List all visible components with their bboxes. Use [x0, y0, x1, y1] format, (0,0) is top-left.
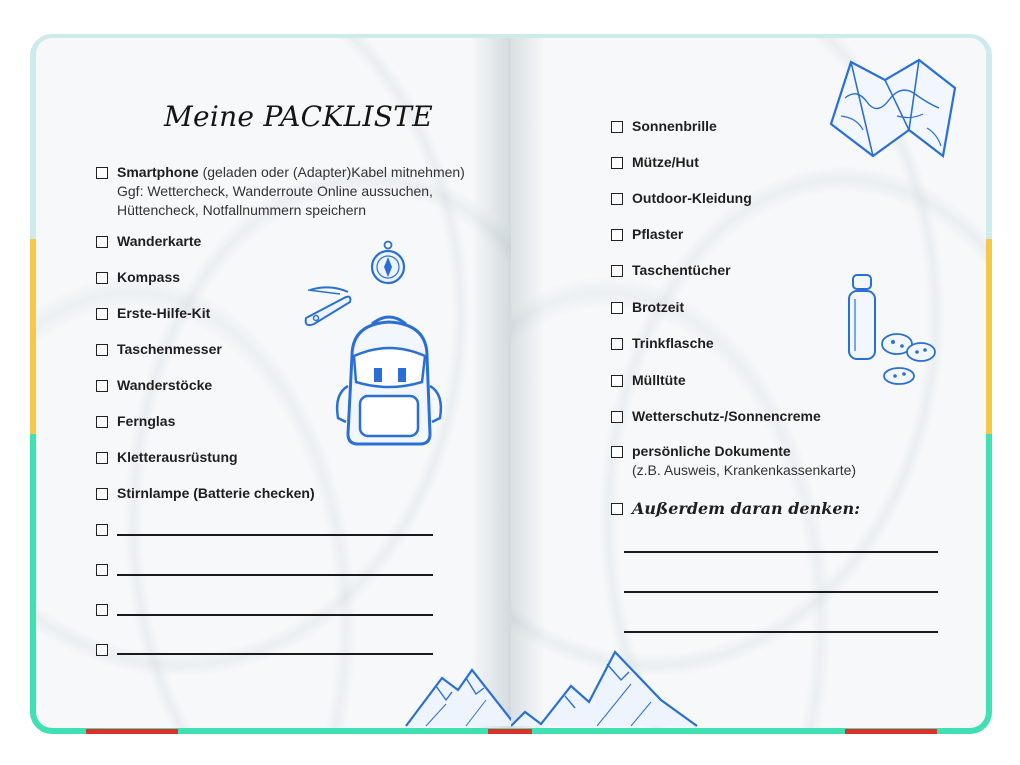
- cookies-icon: [877, 330, 941, 390]
- checklist-item[interactable]: [96, 268, 180, 287]
- item-label: Kompass: [117, 269, 181, 285]
- checkbox[interactable]: [611, 193, 623, 205]
- cover-red-tab: [86, 729, 178, 734]
- checklist-item[interactable]: [96, 304, 210, 323]
- item-label: Mütze/Hut: [632, 154, 699, 170]
- checklist-item[interactable]: [611, 117, 717, 136]
- item-note: (geladen oder (Adapter)Kabel mitnehmen): [202, 164, 465, 180]
- cover-red-tab: [488, 729, 532, 734]
- item-label: Smartphone: [117, 164, 199, 180]
- checklist-item[interactable]: [611, 261, 731, 280]
- item-subline: Ggf: Wettercheck, Wanderroute Online aussuchen,: [117, 183, 433, 199]
- checklist-item[interactable]: [96, 232, 201, 251]
- checkbox[interactable]: [611, 302, 623, 314]
- item-label: Wanderkarte: [117, 233, 202, 249]
- write-in-line[interactable]: [624, 631, 938, 633]
- item-label: Pflaster: [632, 226, 684, 242]
- checklist-item[interactable]: [611, 371, 686, 390]
- write-in-line[interactable]: [624, 551, 938, 553]
- checkbox[interactable]: [611, 411, 623, 423]
- item-label: Outdoor-Kleidung: [632, 190, 752, 206]
- item-label: Taschenmesser: [117, 341, 222, 357]
- item-label: Fernglas: [117, 413, 176, 429]
- checklist-item[interactable]: [611, 225, 683, 244]
- write-in-line[interactable]: [117, 534, 433, 536]
- checklist-item[interactable]: [96, 376, 212, 395]
- checkbox[interactable]: [96, 524, 108, 536]
- item-label: Erste-Hilfe-Kit: [117, 305, 211, 321]
- checkbox[interactable]: [611, 338, 623, 350]
- checkbox[interactable]: [611, 375, 623, 387]
- checkbox[interactable]: [96, 236, 108, 248]
- write-in-line[interactable]: [624, 591, 938, 593]
- item-label: Sonnenbrille: [632, 118, 717, 134]
- item-label: Kletterausrüstung: [117, 449, 238, 465]
- checkbox[interactable]: [96, 564, 108, 576]
- checklist-item[interactable]: [611, 334, 714, 353]
- checklist-item[interactable]: [96, 484, 315, 503]
- item-label: Wanderstöcke: [117, 377, 213, 393]
- blank-checklist-item[interactable]: [96, 520, 117, 536]
- mountains-icon: [511, 650, 711, 728]
- checklist-item-documents[interactable]: [611, 442, 856, 480]
- item-label: persönliche Dokumente: [632, 443, 791, 459]
- checkbox[interactable]: [611, 446, 623, 458]
- checkbox[interactable]: [611, 503, 623, 515]
- checkbox[interactable]: [96, 272, 108, 284]
- checkbox[interactable]: [611, 265, 623, 277]
- mountains-icon: [406, 660, 511, 728]
- gutter-shadow: [471, 38, 511, 728]
- gutter-shadow: [511, 38, 545, 728]
- checklist-item[interactable]: [96, 412, 175, 431]
- checkbox[interactable]: [96, 452, 108, 464]
- checklist-item-smartphone[interactable]: [96, 163, 496, 220]
- blank-checklist-item[interactable]: [96, 600, 117, 616]
- right-page: [511, 38, 986, 728]
- cover-red-tab: [845, 729, 937, 734]
- checklist-item[interactable]: [611, 153, 699, 172]
- item-label: Wetterschutz-/Sonnencreme: [632, 408, 821, 424]
- checklist-item[interactable]: [611, 407, 821, 426]
- checkbox[interactable]: [96, 167, 108, 179]
- checkbox[interactable]: [96, 644, 108, 656]
- item-label: Brotzeit: [632, 299, 685, 315]
- compass-icon: [370, 240, 406, 288]
- checklist-item[interactable]: [611, 298, 684, 317]
- checklist-item[interactable]: [611, 189, 752, 208]
- checkbox[interactable]: [96, 488, 108, 500]
- item-subline: Hüttencheck, Notfallnummern speichern: [117, 202, 367, 218]
- checkbox[interactable]: [611, 229, 623, 241]
- checkbox[interactable]: [96, 344, 108, 356]
- checkbox[interactable]: [611, 157, 623, 169]
- checkbox[interactable]: [96, 604, 108, 616]
- write-in-line[interactable]: [117, 653, 433, 655]
- blank-checklist-item[interactable]: [96, 560, 117, 576]
- page-title: Meine PACKLISTE: [164, 100, 433, 133]
- checkbox[interactable]: [611, 121, 623, 133]
- checkbox[interactable]: [96, 380, 108, 392]
- checklist-item-extra[interactable]: [611, 499, 860, 518]
- extra-label: Außerdem daran denken:: [632, 499, 861, 518]
- map-icon: [827, 58, 959, 162]
- checkbox[interactable]: [96, 416, 108, 428]
- item-label: Taschentücher: [632, 262, 731, 278]
- checkbox[interactable]: [96, 308, 108, 320]
- blank-checklist-item[interactable]: [96, 640, 117, 656]
- checklist-item[interactable]: [96, 340, 222, 359]
- item-note: (z.B. Ausweis, Krankenkassenkarte): [632, 462, 857, 478]
- left-page: [36, 38, 511, 728]
- write-in-line[interactable]: [117, 574, 433, 576]
- item-label: Trinkflasche: [632, 335, 714, 351]
- item-label: Mülltüte: [632, 372, 686, 388]
- write-in-line[interactable]: [117, 614, 433, 616]
- item-label: Stirnlampe (Batterie checken): [117, 485, 315, 501]
- backpack-icon: [332, 306, 447, 448]
- checklist-item[interactable]: [96, 448, 238, 467]
